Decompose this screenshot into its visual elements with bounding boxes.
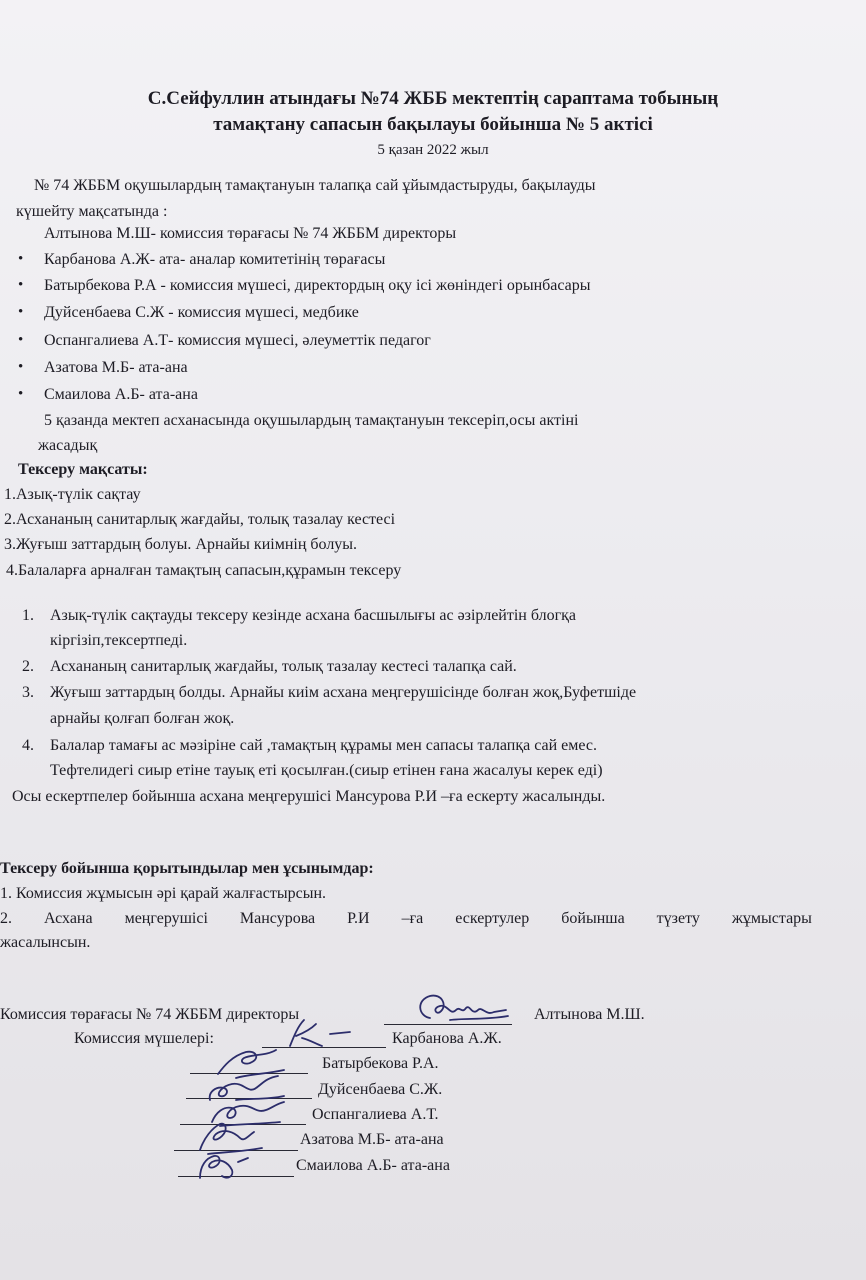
conclusion-word: жұмыстары	[731, 910, 812, 927]
finding-text: Азық-түлік сақтауды тексеру кезінде асхана басшылығы ас әзірлейтін блогқа	[50, 607, 577, 624]
conclusion-word: Р.И	[347, 910, 370, 927]
member-signature-name: Карбанова А.Ж.	[392, 1030, 502, 1047]
finding-text: Балалар тамағы ас мәзіріне сай ,тамақтың құрамы мен сапасы талапқа сай емес.	[50, 737, 597, 754]
conclusion-word: ескертулер	[455, 910, 530, 927]
member-signature-name: Оспангалиева А.Т.	[312, 1106, 439, 1123]
intro-line-2: күшейту мақсатында :	[16, 203, 168, 220]
conclusion-word: бойынша	[561, 910, 625, 927]
finding-text: кіргізіп,тексертпеді.	[50, 632, 188, 649]
chair-signature-label: Комиссия төрағасы № 74 ЖББМ директоры	[0, 1006, 300, 1023]
finding-text: Жуғыш заттардың болды. Арнайы киім асхана меңгерушісінде болған жоқ,Буфетшіде	[50, 684, 637, 701]
conclusion-word: –ға	[401, 910, 424, 927]
document-title-line-1: С.Сейфуллин атындағы №74 ЖББ мектептің сараптама тобының	[147, 88, 719, 109]
member-signature-name: Батырбекова Р.А.	[322, 1055, 439, 1072]
check-statement-line-2: жасадық	[38, 437, 98, 454]
finding-number: 3.	[22, 684, 34, 701]
member-item: • Дуйсенбаева С.Ж - комиссия мүшесі, медбике	[44, 304, 359, 322]
finding-text: арнайы қолғап болған жоқ.	[50, 710, 235, 727]
warning-statement: Осы ескертпелер бойынша асхана меңгерушісі Мансурова Р.И –ға ескерту жасалынды.	[12, 788, 606, 805]
commission-chair: Алтынова М.Ш- комиссия төрағасы № 74 ЖББМ директоры	[44, 225, 457, 242]
chair-signature-name: Алтынова М.Ш.	[534, 1006, 645, 1023]
document-title-line-2: тамақтану сапасын бақылауы бойынша № 5 актісі	[213, 114, 653, 135]
member-item: • Азатова М.Б- ата-ана	[44, 359, 188, 377]
conclusion-word: 2.	[0, 910, 12, 927]
member-item: • Смаилова А.Б- ата-ана	[44, 386, 198, 404]
goal-item: 1.Азық-түлік сақтау	[4, 486, 141, 503]
goal-item: 3.Жуғыш заттардың болуы. Арнайы киімнің болуы.	[4, 536, 358, 553]
finding-number: 1.	[22, 607, 34, 624]
check-statement-line-1: 5 қазанда мектеп асханасында оқушылардың тамақтануын тексеріп,осы актіні	[44, 412, 579, 429]
goals-heading: Тексеру мақсаты:	[18, 461, 148, 478]
conclusion-word: түзету	[656, 910, 700, 927]
conclusion-item-continued: жасалынсын.	[0, 934, 91, 951]
finding-text: Тефтелидегі сиыр етіне тауық еті қосылған.(сиыр етінен ғана жасалуы керек еді)	[50, 762, 603, 779]
conclusion-item: 1. Комиссия жұмысын әрі қарай жалғастырсын.	[0, 885, 327, 902]
member-signature-name: Дуйсенбаева С.Ж.	[318, 1081, 443, 1098]
member-item: • Оспангалиева А.Т- комиссия мүшесі, әлеуметтік педагог	[44, 332, 431, 350]
document-date: 5 қазан 2022 жыл	[377, 142, 489, 158]
conclusion-word: Мансурова	[239, 910, 316, 927]
member-signature-name: Смаилова А.Б- ата-ана	[296, 1157, 450, 1174]
finding-number: 4.	[22, 737, 34, 754]
handwritten-signature-icon	[396, 990, 512, 1030]
conclusion-word: Асхана	[43, 910, 93, 927]
members-signature-label: Комиссия мүшелері:	[74, 1030, 214, 1047]
member-item: • Карбанова А.Ж- ата- аналар комитетінің төрағасы	[44, 251, 385, 269]
conclusions-heading: Тексеру бойынша қорытындылар мен ұсынымдар:	[0, 860, 374, 877]
member-signature-name: Азатова М.Б- ата-ана	[300, 1131, 444, 1148]
goal-item: 4.Балаларға арналған тамақтың сапасын,құрамын тексеру	[6, 562, 402, 579]
goal-item: 2.Асхананың санитарлық жағдайы, толық тазалау кестесі	[4, 511, 396, 528]
conclusion-word: меңгерушісі	[124, 910, 208, 927]
intro-line-1: № 74 ЖББМ оқушылардың тамақтануын талапқа сай ұйымдастыруды, бақылауды	[34, 177, 596, 194]
handwritten-signature-icon	[188, 1142, 258, 1186]
finding-number: 2.	[22, 658, 34, 675]
conclusion-item	[0, 910, 812, 928]
finding-text: Асхананың санитарлық жағдайы, толық тазалау кестесі талапқа сай.	[50, 658, 517, 675]
member-item: • Батырбекова Р.А - комиссия мүшесі, директордың оқу ісі жөніндегі орынбасары	[44, 277, 591, 295]
